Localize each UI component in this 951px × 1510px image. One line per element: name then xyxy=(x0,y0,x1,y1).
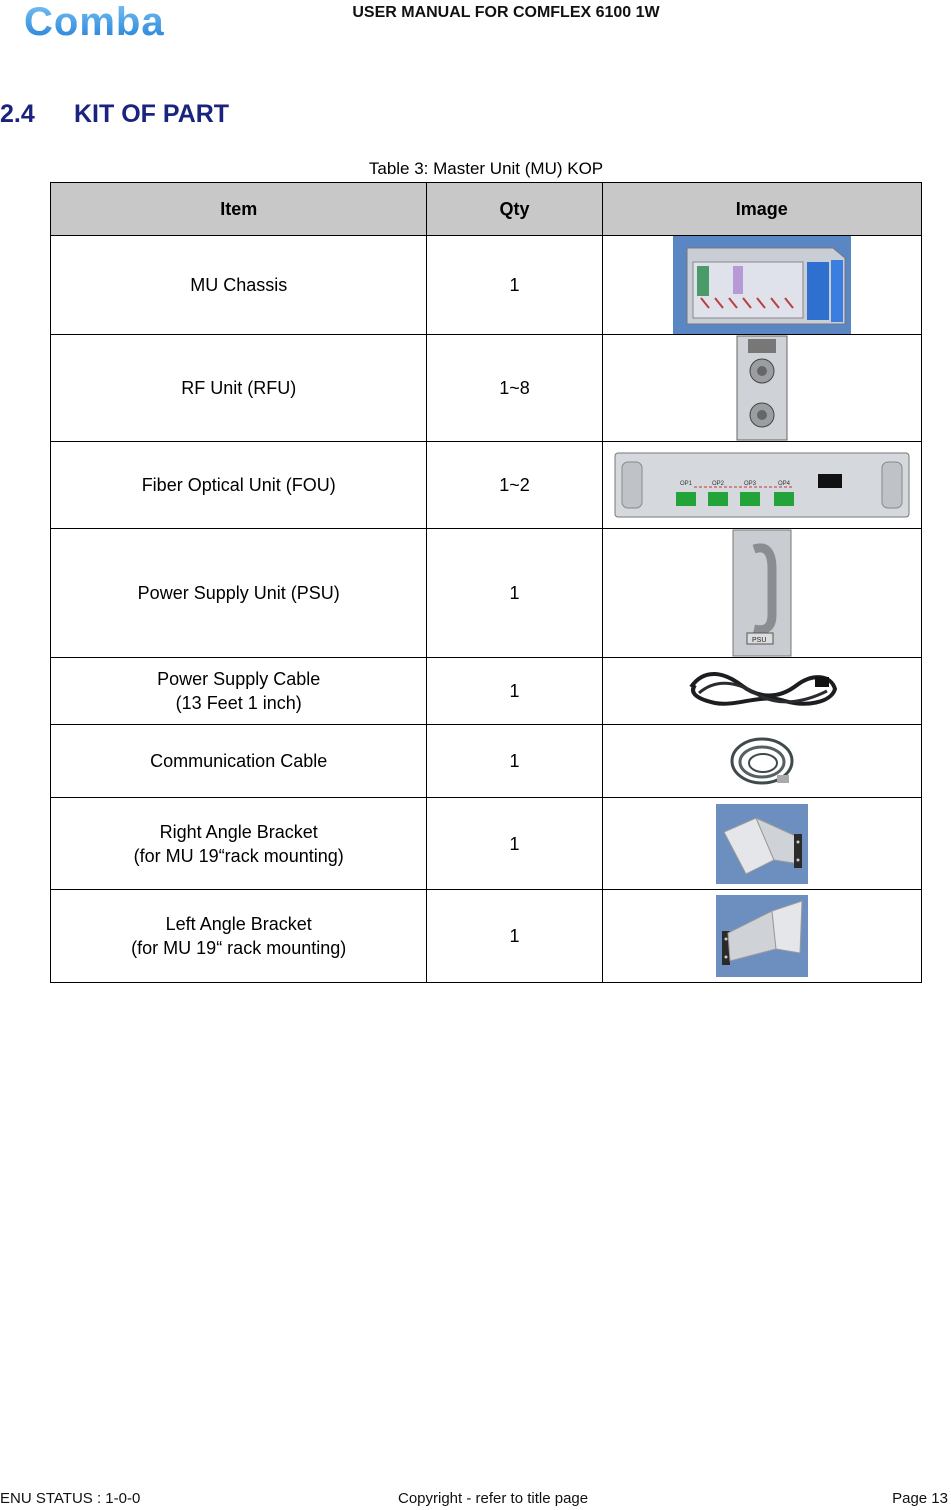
fou-port-label-op1: OP1 xyxy=(679,481,692,487)
svg-text:Comba: Comba xyxy=(24,2,165,40)
power-cable-image xyxy=(685,663,839,719)
table-row xyxy=(51,798,922,890)
qty-cell: 1~8 xyxy=(427,335,602,442)
qty-cell: 1 xyxy=(427,236,602,335)
item-cell: MU Chassis xyxy=(51,236,427,335)
power-supply-unit-image xyxy=(732,529,792,657)
rf-unit-image xyxy=(736,335,788,441)
qty-cell: 1~2 xyxy=(427,442,602,529)
table-row xyxy=(51,890,922,983)
image-cell xyxy=(602,890,921,983)
kit-of-part-table xyxy=(50,182,922,983)
table-row xyxy=(51,442,922,529)
item-cell xyxy=(51,798,427,890)
image-cell xyxy=(602,236,921,335)
item-cell: Fiber Optical Unit (FOU) xyxy=(51,442,427,529)
image-cell xyxy=(602,529,921,658)
item-line-1: Left Angle Bracket xyxy=(165,914,312,934)
item-cell xyxy=(51,658,427,725)
item-line-2: (for MU 19“ rack mounting) xyxy=(131,938,347,958)
fou-port-label-op2: OP2 xyxy=(711,481,724,487)
psu-panel-label: PSU xyxy=(751,637,767,644)
table-row xyxy=(51,236,922,335)
table-row xyxy=(51,725,922,798)
table-row xyxy=(51,529,922,658)
item-line-2: (for MU 19“rack mounting) xyxy=(133,845,344,866)
qty-cell: 1 xyxy=(427,529,602,658)
item-line-2: (13 Feet 1 inch) xyxy=(175,693,302,713)
image-cell xyxy=(602,442,921,529)
item-cell: RF Unit (RFU) xyxy=(51,335,427,442)
qty-cell: 1 xyxy=(427,658,602,725)
table-row xyxy=(51,658,922,725)
header-qty: Qty xyxy=(427,183,602,236)
item-cell xyxy=(51,890,427,983)
section-number: 2.4 xyxy=(0,100,35,128)
qty-cell: 1 xyxy=(427,890,602,983)
table-caption: Table 3: Master Unit (MU) KOP xyxy=(368,159,604,178)
qty-cell: 1 xyxy=(427,725,602,798)
image-cell xyxy=(602,798,921,890)
table-header-row xyxy=(51,183,922,236)
fou-port-label-op3: OP3 xyxy=(743,481,756,487)
item-cell: Communication Cable xyxy=(51,725,427,798)
comba-logo xyxy=(22,2,212,40)
table-row xyxy=(51,335,922,442)
right-bracket-image xyxy=(716,804,808,884)
item-line-1: Right Angle Bracket xyxy=(159,821,318,842)
qty-cell: 1 xyxy=(427,798,602,890)
image-cell xyxy=(602,335,921,442)
item-cell: Power Supply Unit (PSU) xyxy=(51,529,427,658)
fiber-optical-unit-image xyxy=(614,452,910,518)
communication-cable-image xyxy=(727,731,797,791)
item-line-1: Power Supply Cable xyxy=(157,669,321,689)
section-title: KIT OF PART xyxy=(74,100,230,128)
footer-page-number: Page 13 xyxy=(892,1490,948,1507)
header-image: Image xyxy=(602,183,921,236)
manual-title: USER MANUAL FOR COMFLEX 6100 1W xyxy=(352,4,660,21)
mu-chassis-image xyxy=(673,236,851,334)
header-item: Item xyxy=(51,183,427,236)
image-cell xyxy=(602,725,921,798)
image-cell xyxy=(602,658,921,725)
section-heading xyxy=(0,100,229,129)
left-bracket-image xyxy=(716,895,808,977)
fou-port-label-op4: OP4 xyxy=(777,481,790,487)
footer-copyright: Copyright - refer to title page xyxy=(398,1490,589,1507)
footer-status: ENU STATUS : 1-0-0 xyxy=(0,1490,141,1507)
